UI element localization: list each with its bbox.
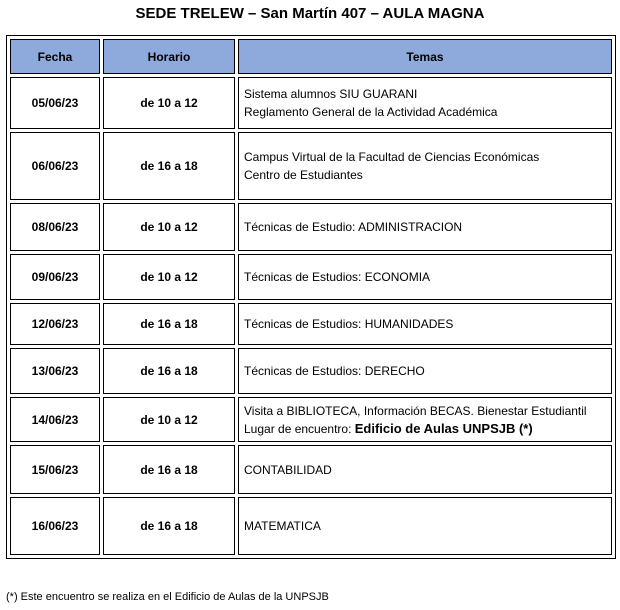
time-cell: de 16 a 18 <box>103 303 235 345</box>
topic-cell <box>238 348 612 394</box>
time-cell: de 16 a 18 <box>103 348 235 394</box>
header-topics: Temas <box>238 39 612 74</box>
table-header-row <box>10 39 612 74</box>
table-row <box>10 203 612 251</box>
topic-line: Técnicas de Estudios: ECONOMIA <box>244 270 431 284</box>
time-cell: de 16 a 18 <box>103 132 235 200</box>
date-cell: 12/06/23 <box>10 303 100 345</box>
date-cell: 06/06/23 <box>10 132 100 200</box>
topic-line: Sistema alumnos SIU GUARANI <box>244 87 418 101</box>
date-cell: 05/06/23 <box>10 77 100 129</box>
table-row <box>10 303 612 345</box>
time-cell: de 10 a 12 <box>103 397 235 442</box>
topic-cell <box>238 445 612 494</box>
table-row <box>10 348 612 394</box>
date-cell: 09/06/23 <box>10 254 100 300</box>
topic-line: Técnicas de Estudios: DERECHO <box>244 364 425 378</box>
table-row <box>10 497 612 555</box>
topic-cell <box>238 397 612 442</box>
topic-cell <box>238 203 612 251</box>
topic-line: Centro de Estudiantes <box>244 168 363 182</box>
meeting-line <box>244 420 611 438</box>
meeting-label: Lugar de encuentro: <box>244 421 355 436</box>
meeting-place: Edificio de Aulas UNPSJB (*) <box>354 420 533 436</box>
topic-cell <box>238 132 612 200</box>
topic-line: CONTABILIDAD <box>244 462 332 477</box>
topic-line: Técnicas de Estudio: ADMINISTRACION <box>244 220 463 234</box>
time-cell: de 10 a 12 <box>103 203 235 251</box>
topic-line: Técnicas de Estudios: HUMANIDADES <box>244 317 454 331</box>
time-cell: de 10 a 12 <box>103 77 235 129</box>
topic-line: Reglamento General de la Actividad Académica <box>244 105 498 119</box>
schedule-table <box>6 35 616 559</box>
date-cell: 15/06/23 <box>10 445 100 494</box>
topic-cell <box>238 303 612 345</box>
table-row <box>10 77 612 129</box>
time-cell: de 10 a 12 <box>103 254 235 300</box>
document-title: SEDE TRELEW – San Martín 407 – AULA MAGNA <box>135 5 485 22</box>
topic-cell <box>238 497 612 555</box>
topic-cell <box>238 77 612 129</box>
table-row <box>10 397 612 442</box>
topic-cell <box>238 254 612 300</box>
date-cell: 08/06/23 <box>10 203 100 251</box>
date-cell: 13/06/23 <box>10 348 100 394</box>
time-cell: de 16 a 18 <box>103 497 235 555</box>
header-time: Horario <box>103 39 235 74</box>
topic-line: Campus Virtual de la Facultad de Ciencias Económicas <box>244 150 540 164</box>
time-cell: de 16 a 18 <box>103 445 235 494</box>
topic-line: MATEMATICA <box>244 519 321 533</box>
footnote: (*) Este encuentro se realiza en el Edificio de Aulas de la UNPSJB <box>6 591 329 603</box>
header-date: Fecha <box>10 39 100 74</box>
date-cell: 16/06/23 <box>10 497 100 555</box>
topic-line: Visita a BIBLIOTECA, Información BECAS. Bienestar Estudiantil <box>244 403 587 418</box>
table-row <box>10 254 612 300</box>
table-row <box>10 445 612 494</box>
table-row <box>10 132 612 200</box>
date-cell: 14/06/23 <box>10 397 100 442</box>
